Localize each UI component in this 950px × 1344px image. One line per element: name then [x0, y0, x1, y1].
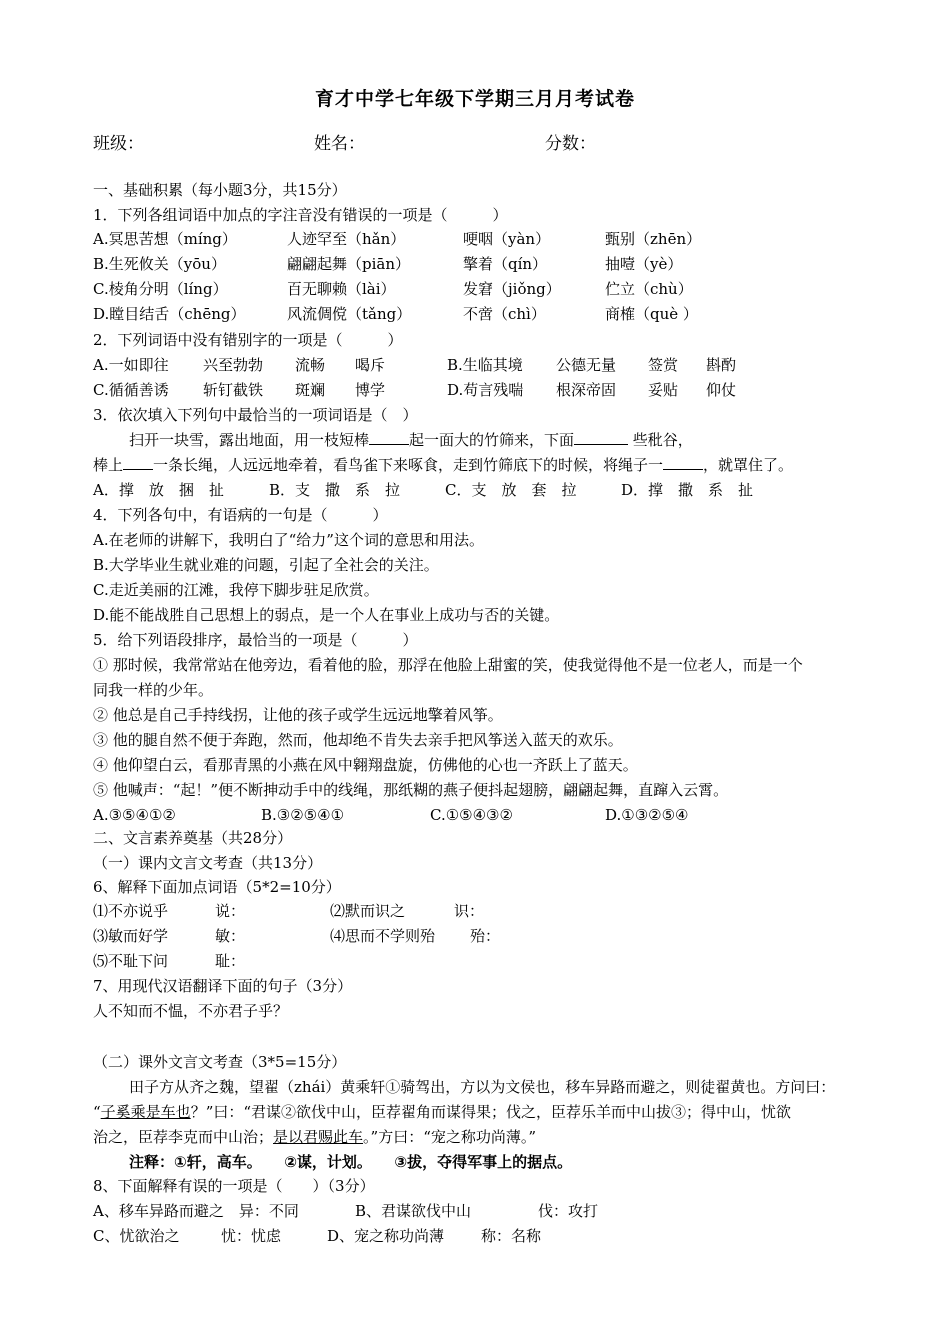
q3-option-d: D．撑 撒 系 扯 [621, 481, 754, 499]
q8-option-b: B、君谋欲伐中山 [355, 1202, 472, 1220]
q2-word: D.苟言残喘 [447, 381, 524, 399]
sub-section-2-heading: （二）课外文言文考查（3*5=15分） [93, 1053, 347, 1071]
sub-section-1-heading: （一）课内文言文考查（共13分） [93, 854, 323, 872]
q6-item: ⑵默而识之 [330, 902, 406, 920]
q1-d-4: 商榷（què ） [605, 305, 698, 323]
q5-option-d: D.①③②⑤④ [605, 806, 689, 824]
q1-c-3: 发窘（jiǒng） [463, 280, 561, 298]
q1-c-1: C.棱角分明（líng） [93, 280, 228, 298]
q2-word: 兴至勃勃 [203, 356, 264, 374]
q2-word: 斩钉截铁 [203, 381, 264, 399]
q1-d-2: 风流倜傥（tǎng） [287, 305, 412, 323]
q4-stem: 4．下列各句中，有语病的一句是（ ） [93, 506, 388, 524]
q3-blank-3 [123, 455, 153, 470]
q5-sentence-2: ② 他总是自己手持线拐，让他的孩子或学生远远地擎着风筝。 [93, 706, 503, 724]
q5-sentence-5: ⑤ 他喊声：“起！”便不断抻动手中的线绳，那纸糊的燕子便抖起翅膀，翩翩起舞，直蹿入云霄。 [93, 781, 729, 799]
q7-sentence: 人不知而不愠，不亦君子乎？ [93, 1002, 289, 1020]
q5-option-a: A.③⑤④①② [93, 806, 176, 824]
q6-answer-label: 敏： [215, 927, 246, 945]
q8-option-b-gloss: 伐：攻打 [538, 1202, 599, 1220]
q3-blank-2 [574, 430, 628, 445]
q4-option-b: B.大学毕业生就业难的问题，引起了全社会的关注。 [93, 556, 439, 574]
q3-stem: 3．依次填入下列句中最恰当的一项词语是（ ） [93, 406, 418, 424]
passage-underlined: 是以君赐此车 [273, 1128, 364, 1146]
passage-line-2 [93, 1102, 791, 1122]
exam-title: 育才中学七年级下学期三月月考试卷 [314, 88, 635, 110]
q1-a-4: 甄别（zhēn） [605, 230, 702, 248]
q1-d-1: D.瞠目结舌（chēng） [93, 305, 246, 323]
passage-line-1: 田子方从齐之魏，望翟（zhái）黄乘轩①骑驾出，方以为文侯也，移车异路而避之，则徒翟黄也。方问曰： [129, 1078, 836, 1096]
q4-option-c: C.走近美丽的江滩，我停下脚步驻足欣赏。 [93, 581, 379, 599]
q6-item: ⑴不亦说乎 [93, 902, 169, 920]
q3-text: 扫开一块雪，露出地面，用一枝短棒 [129, 431, 370, 449]
q2-word: 流畅 [295, 356, 326, 374]
q2-word: 签赏 [648, 356, 679, 374]
q2-word: 斟酌 [706, 356, 737, 374]
q5-option-c: C.①⑤④③② [430, 806, 513, 824]
q1-a-3: 哽咽（yàn） [463, 230, 551, 248]
q3-blank-4 [663, 455, 703, 470]
q2-word: 斑斓 [295, 381, 326, 399]
q8-option-d-gloss: 称：名称 [481, 1227, 542, 1245]
q3-text: ，就罩住了。 [703, 456, 794, 474]
q3-passage-line-1 [129, 430, 693, 450]
q3-option-c: C．支 放 套 拉 [445, 481, 577, 499]
q1-b-4: 抽噎（yè） [605, 255, 683, 273]
q6-answer-label: 识： [454, 902, 485, 920]
q3-blank-1 [369, 430, 409, 445]
passage-notes: 注释：①轩，高车。 ②谋，计划。 ③拔，夺得军事上的据点。 [129, 1153, 573, 1171]
passage-text: 治之，臣荐李克而中山治； [93, 1128, 274, 1146]
q2-word: 妥贴 [648, 381, 679, 399]
q6-item: ⑷思而不学则殆 [330, 927, 436, 945]
passage-line-3 [93, 1127, 536, 1147]
q6-item: ⑸不耻下问 [93, 952, 169, 970]
q2-word: A.一如即往 [93, 356, 169, 374]
passage-underlined: 子奚乘是车也 [100, 1103, 191, 1121]
q2-word: 仰仗 [706, 381, 737, 399]
q3-text: 棒上 [93, 456, 124, 474]
q5-option-b: B.③②⑤④① [261, 806, 345, 824]
q8-option-a: A、移车异路而避之 异：不同 [93, 1202, 299, 1220]
q3-option-b: B．支 撒 系 拉 [269, 481, 401, 499]
q6-answer-label: 耻： [215, 952, 246, 970]
q7-stem: 7、用现代汉语翻译下面的句子（3分） [93, 977, 353, 995]
section-1-heading: 一、基础积累（每小题3分，共15分） [93, 181, 347, 199]
q2-word: 博学 [355, 381, 386, 399]
q4-option-d: D.能不能战胜自己思想上的弱点，是一个人在事业上成功与否的关键。 [93, 606, 560, 624]
score-field-label: 分数： [545, 134, 596, 154]
q3-text: 一条长绳，人远远地牵着，看鸟雀下来啄食，走到竹筛底下的时候，将绳子一 [153, 456, 664, 474]
passage-text: 。”方曰：“宠之称功尚薄。” [363, 1128, 537, 1146]
q2-word: 根深帝固 [556, 381, 617, 399]
q5-sentence-1-cont: 同我一样的少年。 [93, 681, 214, 699]
q1-c-4: 伫立（chù） [605, 280, 693, 298]
passage-text: “ [93, 1103, 101, 1121]
q8-option-c: C、忧欲治之 [93, 1227, 180, 1245]
q6-answer-label: 殆： [470, 927, 501, 945]
q1-stem: 1．下列各组词语中加点的字注音没有错误的一项是（ ） [93, 206, 508, 224]
q1-a-1: A.冥思苦想（míng） [93, 230, 237, 248]
q5-stem: 5．给下列语段排序，最恰当的一项是（ ） [93, 631, 418, 649]
q6-item: ⑶敏而好学 [93, 927, 169, 945]
q2-word: C.循循善诱 [93, 381, 169, 399]
q5-sentence-3: ③ 他的腿自然不便于奔跑，然而，他却绝不肯失去亲手把风筝送入蓝天的欢乐。 [93, 731, 623, 749]
q8-stem: 8、下面解释有误的一项是（ ）（3分） [93, 1177, 375, 1195]
q5-sentence-1: ① 那时候，我常常站在他旁边，看着他的脸，那浮在他脸上甜蜜的笑，使我觉得他不是一位老人，而是一个 [93, 656, 803, 674]
q6-answer-label: 说： [215, 902, 246, 920]
q2-word: 喝斥 [355, 356, 386, 374]
q3-text: 些秕谷， [628, 431, 693, 449]
section-2-heading: 二、文言素养奠基（共28分） [93, 829, 293, 847]
q1-b-1: B.生死攸关（yōu） [93, 255, 226, 273]
q4-option-a: A.在老师的讲解下，我明白了“给力”这个词的意思和用法。 [93, 531, 484, 549]
q2-word: 公德无量 [556, 356, 617, 374]
q1-b-2: 翩翩起舞（piān） [287, 255, 411, 273]
name-field-label: 姓名： [314, 134, 365, 154]
q5-sentence-4: ④ 他仰望白云，看那青黑的小燕在风中翱翔盘旋，仿佛他的心也一齐跃上了蓝天。 [93, 756, 638, 774]
passage-text: ？”曰：“君谋②欲伐中山，臣荐翟角而谋得果；伐之，臣荐乐羊而中山拔③；得中山，忧欲 [190, 1103, 792, 1121]
q1-c-2: 百无聊赖（lài） [287, 280, 396, 298]
q1-a-2: 人迹罕至（hǎn） [287, 230, 406, 248]
q8-option-c-gloss: 忧：忧虑 [221, 1227, 282, 1245]
q3-passage-line-2 [93, 455, 793, 475]
q3-option-a: A．撑 放 捆 扯 [93, 481, 224, 499]
q3-text: 起一面大的竹筛来，下面 [409, 431, 575, 449]
class-field-label: 班级： [93, 134, 144, 154]
q2-stem: 2．下列词语中没有错别字的一项是（ ） [93, 331, 403, 349]
q2-word: B.生临其境 [447, 356, 523, 374]
q1-d-3: 不啻（chì） [463, 305, 546, 323]
q1-b-3: 擎着（qín） [463, 255, 548, 273]
q6-stem: 6、解释下面加点词语（5*2=10分） [93, 878, 341, 896]
q8-option-d: D、宠之称功尚薄 [327, 1227, 445, 1245]
